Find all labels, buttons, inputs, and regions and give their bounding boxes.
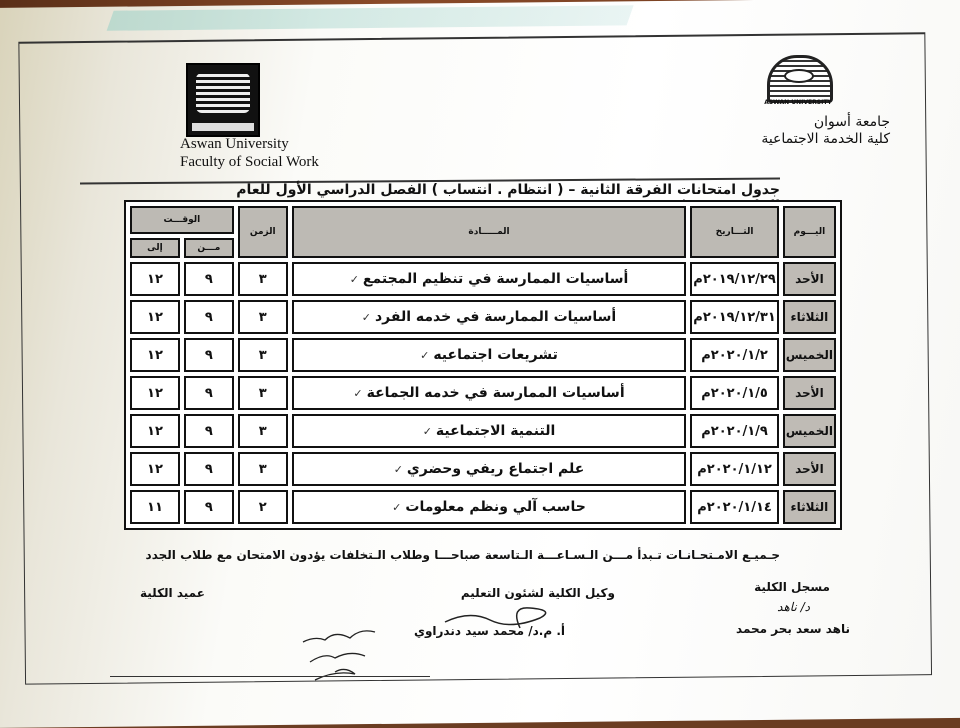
header-day: اليـــوم: [783, 206, 836, 258]
checkmark-icon: ✓: [392, 501, 402, 514]
cell-date: ٢٠٢٠/١/١٤م: [690, 490, 779, 524]
logo-caption: ASWAN UNIVERSITY: [764, 99, 832, 106]
faculty-name-ar: كلية الخدمة الاجتماعية: [761, 131, 890, 147]
cell-subject: التنمية الاجتماعية✓: [292, 414, 687, 448]
header-to: إلى: [130, 238, 180, 258]
checkmark-icon: ✓: [420, 349, 430, 362]
table-row: [130, 490, 836, 524]
cell-from: ٩: [184, 490, 234, 524]
table-row: [130, 300, 836, 334]
checkmark-icon: ✓: [353, 387, 363, 400]
cell-from: ٩: [184, 414, 234, 448]
header-subject: المـــــادة: [292, 206, 687, 258]
cell-date: ٢٠١٩/١٢/٣١م: [690, 300, 779, 334]
university-name-en: Aswan University: [180, 136, 289, 152]
cell-from: ٩: [184, 376, 234, 410]
checkmark-icon: ✓: [361, 311, 371, 324]
checkmark-icon: ✓: [393, 463, 403, 476]
cell-from: ٩: [184, 452, 234, 486]
cell-duration: ٣: [238, 452, 288, 486]
cell-from: ٩: [184, 262, 234, 296]
cell-to: ١١: [130, 490, 180, 524]
cell-date: ٢٠١٩/١٢/٢٩م: [690, 262, 779, 296]
signature-line: [110, 676, 430, 677]
cell-duration: ٣: [238, 376, 288, 410]
cell-day: الأحد: [783, 376, 836, 410]
checkmark-icon: ✓: [349, 273, 359, 286]
dean-title: عميد الكلية: [140, 586, 205, 600]
table-row: [130, 338, 836, 372]
cell-duration: ٣: [238, 262, 288, 296]
cell-from: ٩: [184, 300, 234, 334]
cell-date: ٢٠٢٠/١/٢م: [690, 338, 779, 372]
cell-to: ١٢: [130, 262, 180, 296]
faculty-logo-icon: [186, 63, 260, 137]
document-title: جدول امتحانات الفرقة الثانية – ( انتظام . انتساب ) الفصل الدراسي الأول للعام: [236, 182, 780, 198]
cell-date: ٢٠٢٠/١/١٢م: [690, 452, 779, 486]
exam-note: جـميـع الامـتحـانـات تـبدأ مـــن الـسـاعـــة الـتاسعة صباحـــا وطلاب الـتخلفات يؤدون الامتحان مع طلاب الجدد: [145, 548, 780, 562]
cell-subject: أساسيات الممارسة في تنظيم المجتمع✓: [292, 262, 687, 296]
registrar-name: ناهد سعد بحر محمد: [736, 622, 850, 636]
dean-signature-icon: [295, 622, 385, 684]
cell-day: الثلاثاء: [783, 300, 836, 334]
vice-dean-name: أ. م.د/ محمد سيد دندراوي: [413, 624, 565, 638]
checkmark-icon: ✓: [422, 425, 432, 438]
faculty-name-en: Faculty of Social Work: [180, 154, 319, 170]
cell-day: الخميس: [783, 338, 836, 372]
cell-duration: ٢: [238, 490, 288, 524]
cell-subject: حاسب آلي ونظم معلومات✓: [292, 490, 687, 524]
cell-to: ١٢: [130, 414, 180, 448]
cell-to: ١٢: [130, 376, 180, 410]
aswan-university-logo-icon: [762, 55, 832, 105]
cell-date: ٢٠٢٠/١/٥م: [690, 376, 779, 410]
header-date: التـــاريخ: [690, 206, 779, 258]
header-duration: الزمن: [238, 206, 288, 258]
cell-day: الأحد: [783, 262, 836, 296]
cell-day: الخميس: [783, 414, 836, 448]
paper-fold-shadow: [107, 5, 634, 31]
cell-date: ٢٠٢٠/١/٩م: [690, 414, 779, 448]
table-row: [130, 414, 836, 448]
table-header-row: [130, 206, 836, 234]
header-time: الوقـــت: [130, 206, 234, 234]
cell-day: الأحد: [783, 452, 836, 486]
cell-duration: ٣: [238, 338, 288, 372]
cell-subject: أساسيات الممارسة في خدمه الفرد✓: [292, 300, 687, 334]
cell-from: ٩: [184, 338, 234, 372]
cell-duration: ٣: [238, 300, 288, 334]
registrar-title: مسجل الكلية: [754, 580, 830, 594]
header-from: مـــن: [184, 238, 234, 258]
cell-to: ١٢: [130, 338, 180, 372]
table-row: [130, 262, 836, 296]
vice-dean-title: وكيل الكلية لشئون التعليم: [460, 586, 615, 600]
table-row: [130, 452, 836, 486]
cell-subject: تشريعات اجتماعيه✓: [292, 338, 687, 372]
cell-subject: علم اجتماع ريفي وحضري✓: [292, 452, 687, 486]
cell-day: الثلاثاء: [783, 490, 836, 524]
exam-schedule-table: [124, 200, 842, 530]
cell-to: ١٢: [130, 300, 180, 334]
table-row: [130, 376, 836, 410]
cell-to: ١٢: [130, 452, 180, 486]
university-name-ar: جامعة أسوان: [813, 114, 890, 130]
registrar-signature: د/ ناهد: [777, 600, 810, 614]
cell-subject: أساسيات الممارسة في خدمه الجماعة✓: [292, 376, 687, 410]
cell-duration: ٣: [238, 414, 288, 448]
